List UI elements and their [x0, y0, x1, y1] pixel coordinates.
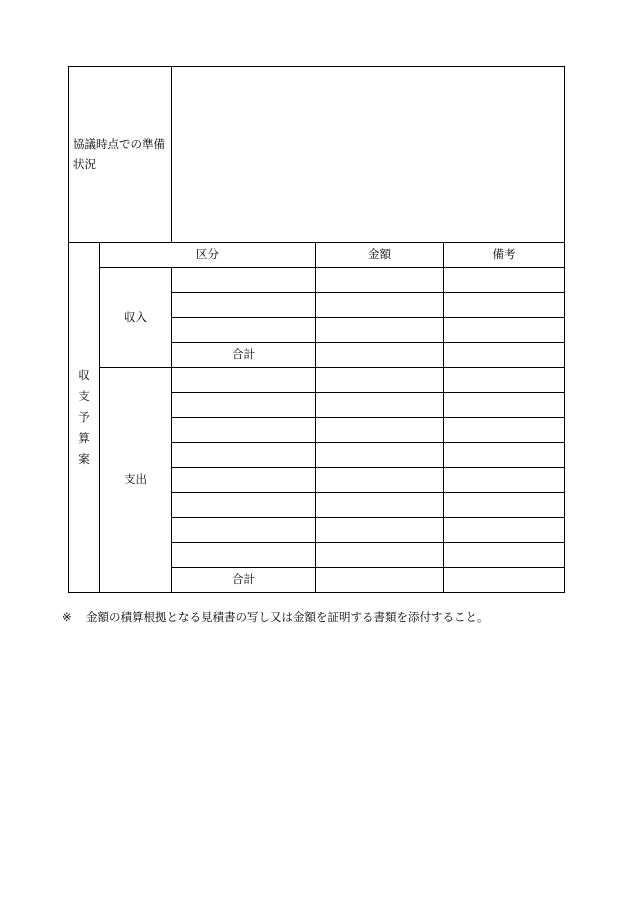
expense-amount-field[interactable]: [316, 443, 444, 468]
budget-header-row: [69, 243, 565, 268]
expense-amount-field[interactable]: [316, 393, 444, 418]
income-remarks-field[interactable]: [444, 293, 565, 318]
expense-item-field[interactable]: [172, 393, 316, 418]
expense-amount-field[interactable]: [316, 493, 444, 518]
expense-item-field[interactable]: [172, 468, 316, 493]
expense-remarks-field[interactable]: [444, 493, 565, 518]
income-row: [69, 268, 565, 293]
note-mark: ※: [62, 610, 72, 624]
income-item-field[interactable]: [172, 293, 316, 318]
expense-remarks-field[interactable]: [444, 543, 565, 568]
header-amount: 金額: [316, 243, 444, 268]
budget-side-char: 収: [78, 368, 90, 382]
expense-item-field[interactable]: [172, 493, 316, 518]
income-item-field[interactable]: [172, 318, 316, 343]
expense-subtotal-remarks-field[interactable]: [444, 568, 565, 593]
income-amount-field[interactable]: [316, 293, 444, 318]
income-remarks-field[interactable]: [444, 318, 565, 343]
expense-item-field[interactable]: [172, 368, 316, 393]
note-text: 金額の積算根拠となる見積書の写し又は金額を証明する書類を添付すること。: [86, 610, 489, 624]
budget-side-char: 支: [78, 389, 90, 403]
expense-row: [69, 368, 565, 393]
expense-amount-field[interactable]: [316, 468, 444, 493]
header-remarks: 備考: [444, 243, 565, 268]
budget-form-table: [68, 66, 565, 593]
footnote: [62, 609, 602, 625]
income-subtotal-amount-field[interactable]: [316, 343, 444, 368]
expense-amount-field[interactable]: [316, 418, 444, 443]
expense-item-field[interactable]: [172, 418, 316, 443]
prep-row: [69, 67, 565, 243]
income-amount-field[interactable]: [316, 318, 444, 343]
expense-amount-field[interactable]: [316, 368, 444, 393]
budget-side-char: 案: [78, 452, 90, 466]
expense-item-field[interactable]: [172, 443, 316, 468]
expense-amount-field[interactable]: [316, 543, 444, 568]
budget-side-char: 算: [78, 431, 90, 445]
expense-label: 支出: [100, 368, 172, 593]
income-remarks-field[interactable]: [444, 268, 565, 293]
income-item-field[interactable]: [172, 268, 316, 293]
expense-remarks-field[interactable]: [444, 368, 565, 393]
income-subtotal-remarks-field[interactable]: [444, 343, 565, 368]
budget-side-label: [69, 243, 100, 593]
header-category: 区分: [100, 243, 316, 268]
income-subtotal-label: 合計: [172, 343, 316, 368]
expense-item-field[interactable]: [172, 518, 316, 543]
prep-content-field[interactable]: [172, 67, 565, 243]
expense-item-field[interactable]: [172, 543, 316, 568]
budget-side-char: 予: [78, 410, 90, 424]
expense-remarks-field[interactable]: [444, 443, 565, 468]
prep-label: 協議時点での準備状況: [69, 67, 172, 243]
expense-subtotal-label: 合計: [172, 568, 316, 593]
expense-remarks-field[interactable]: [444, 518, 565, 543]
expense-amount-field[interactable]: [316, 518, 444, 543]
expense-remarks-field[interactable]: [444, 418, 565, 443]
expense-remarks-field[interactable]: [444, 393, 565, 418]
income-label: 収入: [100, 268, 172, 368]
expense-subtotal-amount-field[interactable]: [316, 568, 444, 593]
expense-remarks-field[interactable]: [444, 468, 565, 493]
income-amount-field[interactable]: [316, 268, 444, 293]
